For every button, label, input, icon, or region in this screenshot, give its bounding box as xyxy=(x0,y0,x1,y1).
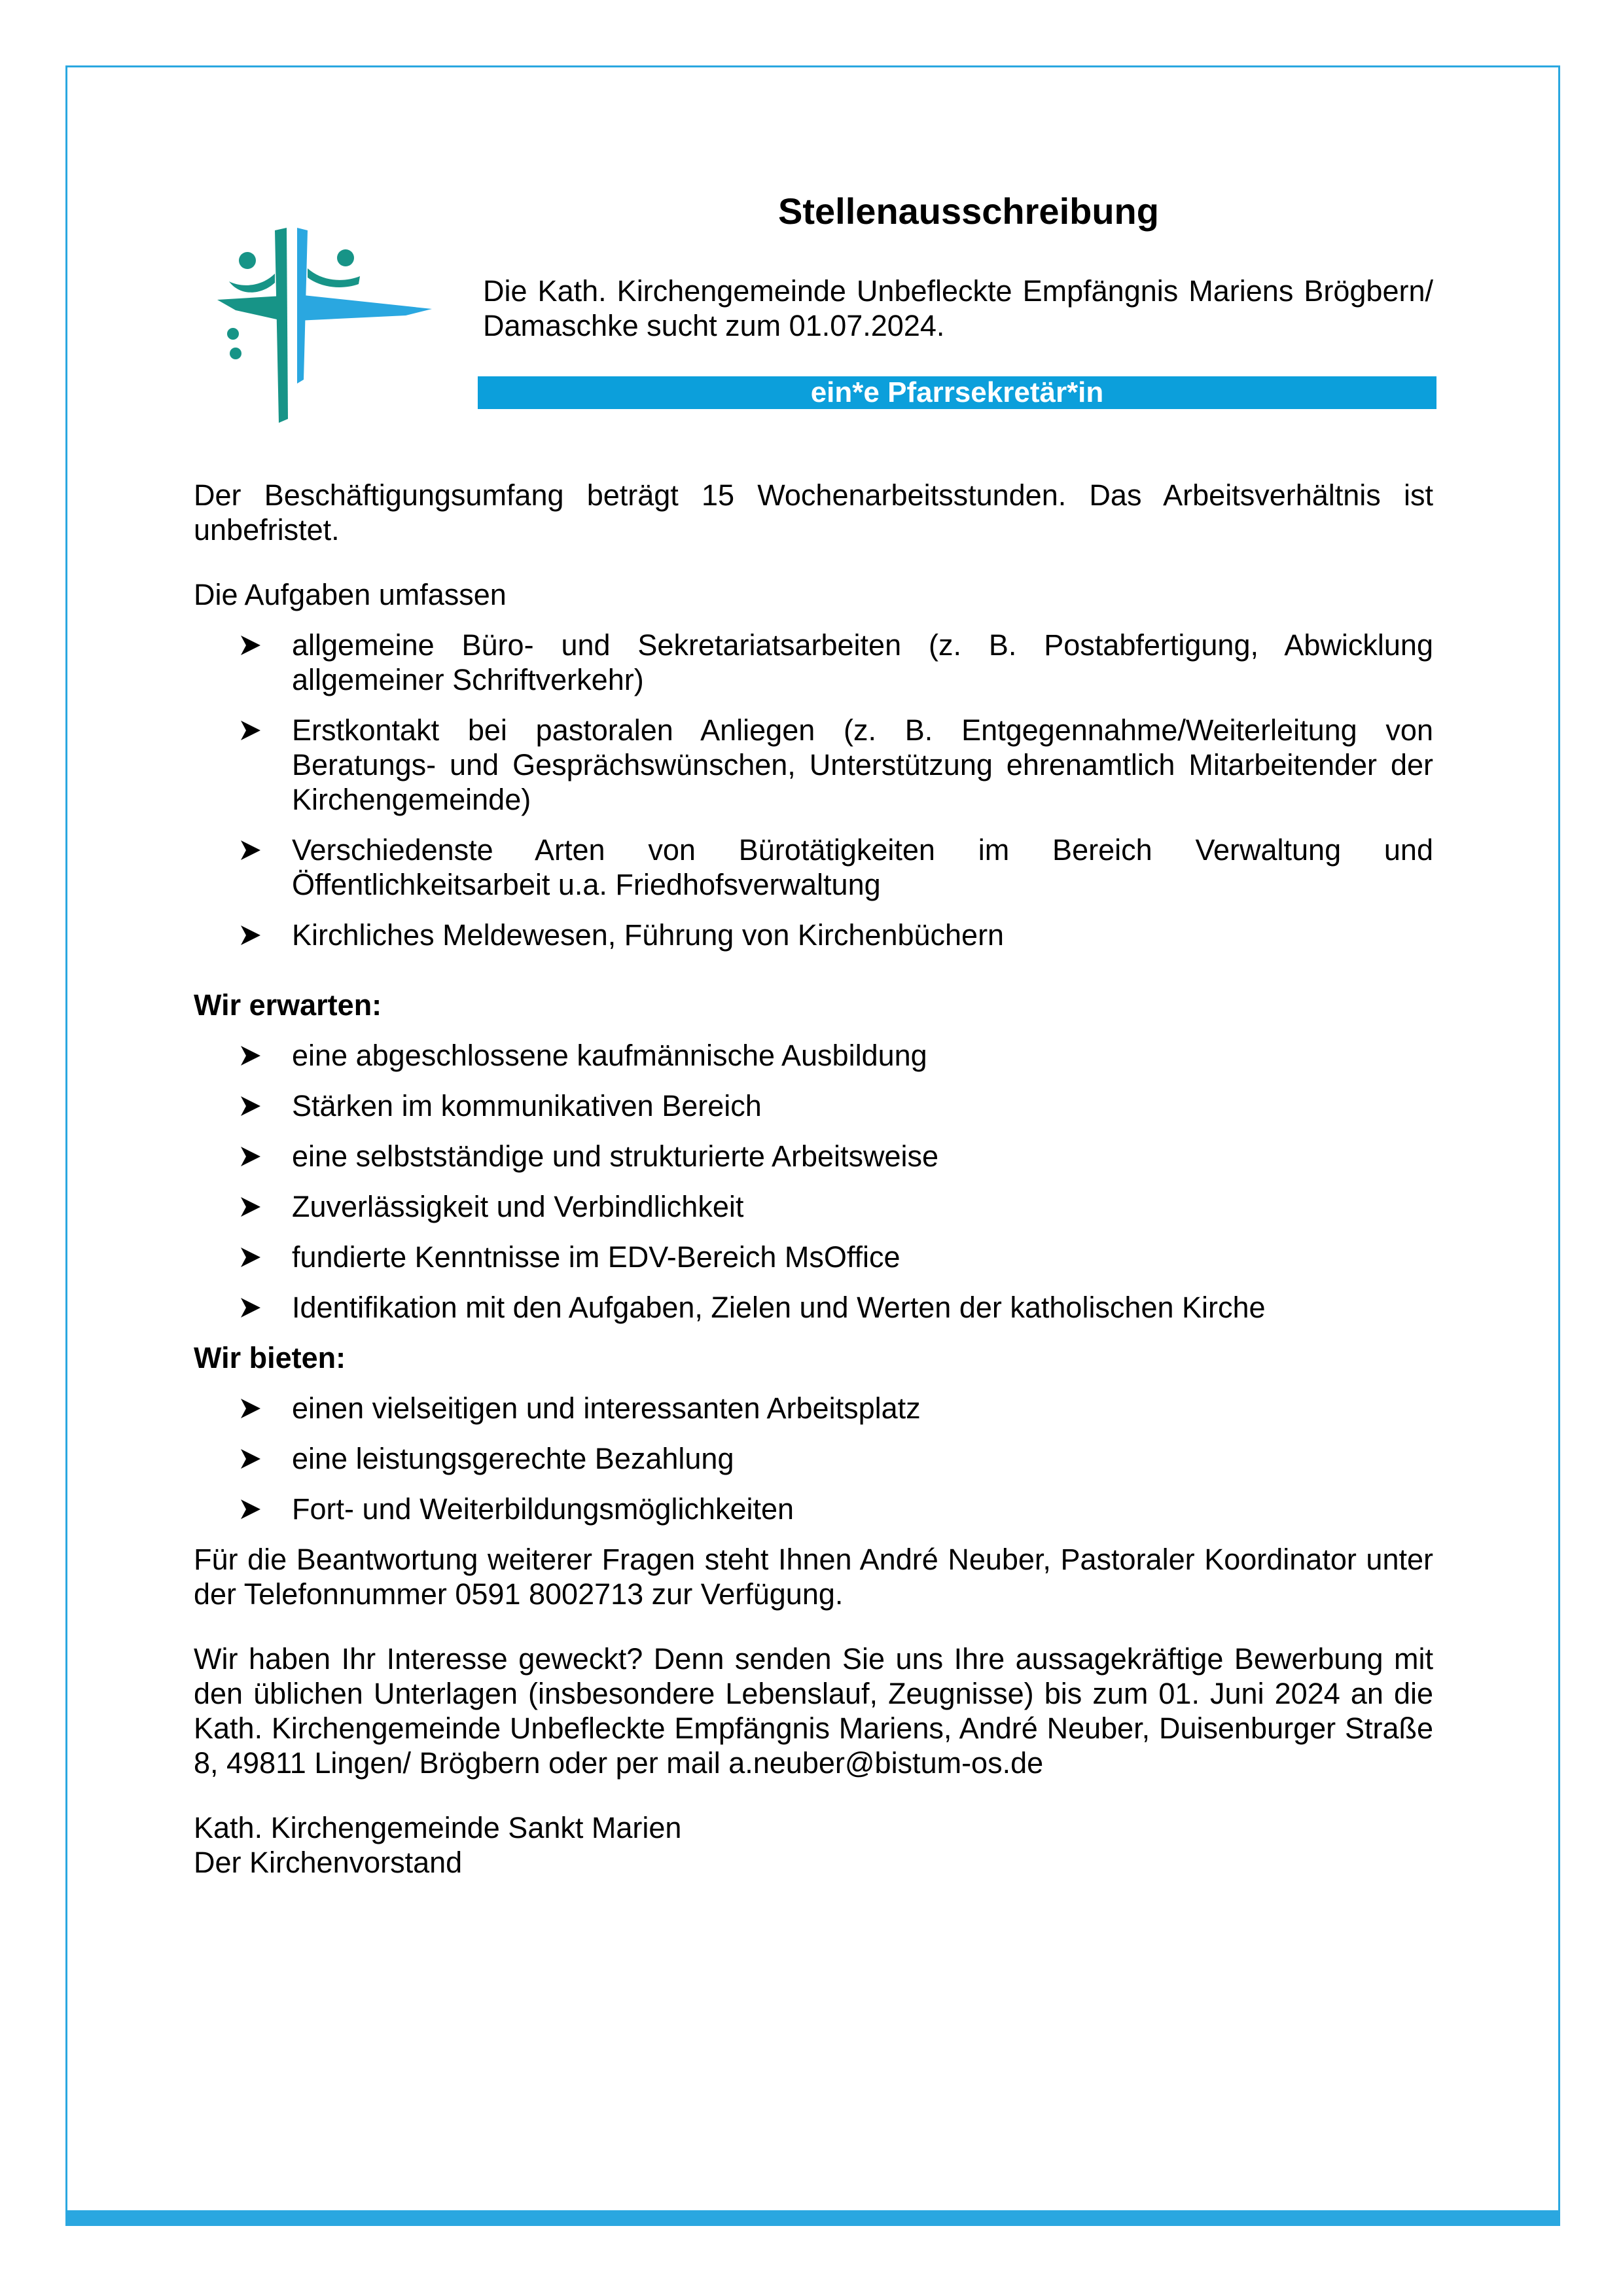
list-item: Kirchliches Meldewesen, Führung von Kirchenbüchern xyxy=(194,918,1433,952)
arrow-bullet-icon xyxy=(240,1095,262,1117)
arrow-bullet-icon xyxy=(240,839,262,861)
arrow-bullet-icon xyxy=(240,1196,262,1218)
list-item: eine leistungsgerechte Bezahlung xyxy=(194,1441,1433,1476)
arrow-bullet-icon xyxy=(240,1397,262,1420)
cross-with-figures-logo xyxy=(209,223,445,425)
offers-list xyxy=(194,1391,1433,1526)
list-item: Identifikation mit den Aufgaben, Zielen und Werten der katholischen Kirche xyxy=(194,1290,1433,1325)
intro-text: Die Kath. Kirchengemeinde Unbefleckte Empfängnis Mariens Brögbern/ Damaschke sucht zum 01.07.2024. xyxy=(483,274,1433,342)
list-item: einen vielseitigen und interessanten Arbeitsplatz xyxy=(194,1391,1433,1426)
signature-line-2: Der Kirchenvorstand xyxy=(194,1846,463,1879)
arrow-bullet-icon xyxy=(240,1145,262,1168)
arrow-bullet-icon xyxy=(240,1448,262,1470)
list-item: eine abgeschlossene kaufmännische Ausbildung xyxy=(194,1038,1433,1073)
list-item: Zuverlässigkeit und Verbindlichkeit xyxy=(194,1189,1433,1224)
application-paragraph: Wir haben Ihr Interesse geweckt? Denn senden Sie uns Ihre aussagekräftige Bewerbung mit den üblichen Unterlagen (insbesondere Lebenslauf, Zeugnisse) bis zum 01. Juni 2024 an die Kath. Kirchengemeinde Unbefleckte Empfängnis Mariens, André Neuber, Duisenburger Straße 8, 49811 Lingen/ Brögbern oder per mail a.neuber@bistum-os.de xyxy=(194,1642,1433,1780)
list-item: Stärken im kommunikativen Bereich xyxy=(194,1088,1433,1123)
arrow-bullet-icon xyxy=(240,1246,262,1268)
arrow-bullet-icon xyxy=(240,924,262,946)
list-item: Fort- und Weiterbildungsmöglichkeiten xyxy=(194,1492,1433,1526)
scope-paragraph: Der Beschäftigungsumfang beträgt 15 Wochenarbeitsstunden. Das Arbeitsverhältnis ist unbefristet. xyxy=(194,478,1433,547)
list-item: allgemeine Büro- und Sekretariatsarbeiten (z. B. Postabfertigung, Abwicklung allgemeiner Schriftverkehr) xyxy=(194,628,1433,697)
list-item: Verschiedenste Arten von Bürotätigkeiten im Bereich Verwaltung und Öffentlichkeitsarbeit u.a. Friedhofsverwaltung xyxy=(194,833,1433,902)
signature-line-1: Kath. Kirchengemeinde Sankt Marien xyxy=(194,1811,682,1844)
document-title: Stellenausschreibung xyxy=(778,190,1159,232)
arrow-bullet-icon xyxy=(240,1297,262,1319)
expectations-heading: Wir erwarten: xyxy=(194,988,382,1022)
list-item: fundierte Kenntnisse im EDV-Bereich MsOffice xyxy=(194,1240,1433,1274)
arrow-bullet-icon xyxy=(240,1045,262,1067)
list-item: eine selbstständige und strukturierte Arbeitsweise xyxy=(194,1139,1433,1174)
list-item: Erstkontakt bei pastoralen Anliegen (z. B. Entgegennahme/Weiterleitung von Beratungs- und Gesprächswünschen, Unterstützung ehrenamtlich Mitarbeitender der Kirchengemeinde) xyxy=(194,713,1433,817)
arrow-bullet-icon xyxy=(240,1498,262,1520)
offers-heading: Wir bieten: xyxy=(194,1341,346,1374)
main-content xyxy=(194,478,1433,1880)
expectations-list xyxy=(194,1038,1433,1325)
arrow-bullet-icon xyxy=(240,634,262,656)
tasks-intro: Die Aufgaben umfassen xyxy=(194,578,507,611)
contact-paragraph: Für die Beantwortung weiterer Fragen steht Ihnen André Neuber, Pastoraler Koordinator unter der Telefonnummer 0591 8002713 zur Verfügung. xyxy=(194,1543,1433,1611)
arrow-bullet-icon xyxy=(240,719,262,742)
tasks-list xyxy=(194,628,1433,952)
position-banner: ein*e Pfarrsekretär*in xyxy=(478,376,1436,409)
bottom-accent-bar xyxy=(65,2210,1560,2226)
